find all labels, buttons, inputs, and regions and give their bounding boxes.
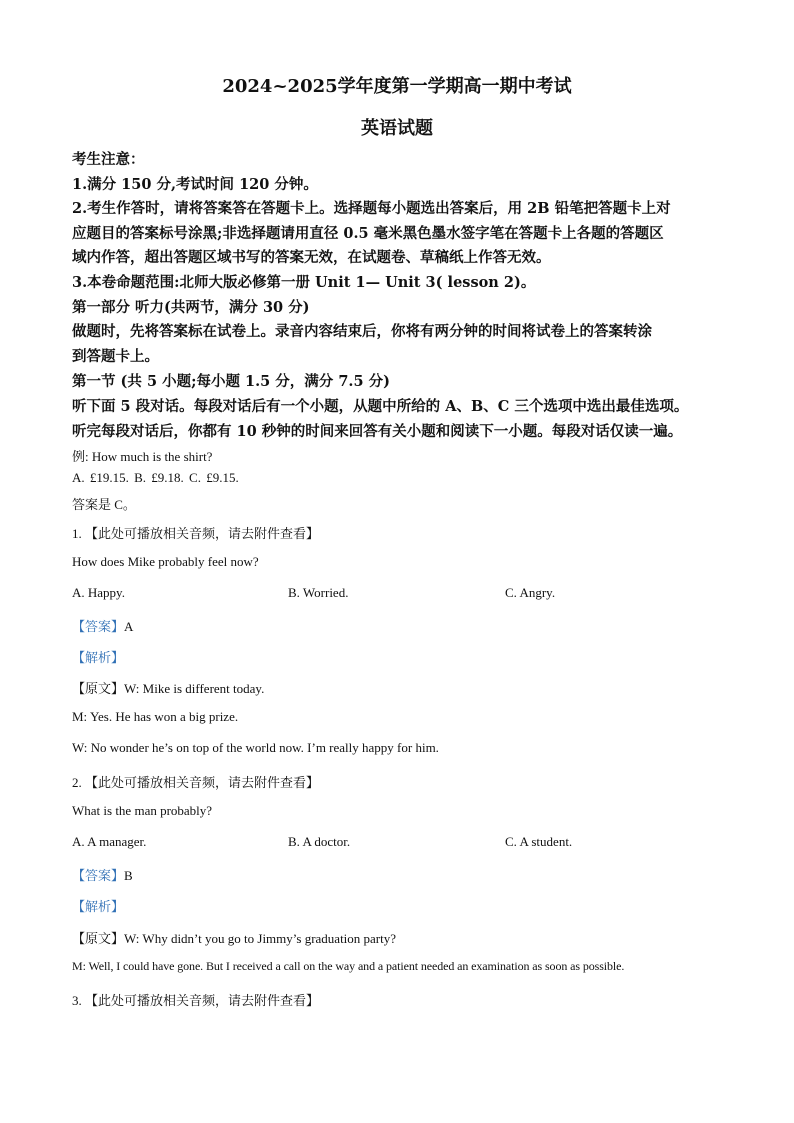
exam-title: 2024~2025学年度第一学期高一期中考试 [222, 76, 572, 97]
q2-option-a: A. A manager. [72, 834, 147, 849]
exam-subject: 英语试题 [361, 118, 433, 139]
notice-item-2-line-2: 应题目的答案标号涂黑;非选择题请用直径 0.5 毫米黑色墨水签字笔在答题卡上各题的答题区 [72, 225, 664, 242]
example-answer: 答案是 C。 [72, 497, 136, 512]
notice-item-1: 1.满分 150 分,考试时间 120 分钟。 [72, 176, 318, 193]
answer-tag: 【答案】 [72, 619, 125, 634]
q2-option-c: C. A student. [505, 834, 573, 849]
part1-heading: 第一部分 听力(共两节，满分 30 分) [72, 299, 310, 316]
notice-item-3: 3.本卷命题范围:北师大版必修第一册 Unit 1— Unit 3( lesson 2)。 [72, 274, 536, 291]
q2-option-b: B. A doctor. [288, 834, 351, 849]
q1-script-text-1: W: Mike is different today. [124, 681, 265, 696]
q2-script-line-2: M: Well, I could have gone. But I received a call on the way and a patient needed an examination as soon as possible. [72, 959, 625, 973]
q2-script-line-1 [72, 928, 396, 947]
example-options: A. £19.15. B. £9.18. C. £9.15. [72, 470, 239, 485]
q2-answer-value: B [124, 868, 133, 883]
q2-answer-row [72, 865, 133, 884]
notice-heading: 考生注意： [72, 151, 145, 168]
q2-analysis-tag: 【解析】 [72, 899, 125, 914]
section1-instruction-line-1: 听下面 5 段对话。每段对话后有一个小题，从题中所给的 A、B、C 三个选项中选出最佳选项。 [72, 398, 689, 415]
q1-script-line-2: M: Yes. He has won a big prize. [72, 709, 239, 724]
q1-stem: How does Mike probably feel now? [72, 554, 259, 569]
section1-instruction-line-2: 听完每段对话后，你都有 10 秒钟的时间来回答有关小题和阅读下一小题。每段对话仅读一遍。 [72, 423, 683, 440]
answer-tag: 【答案】 [72, 868, 125, 883]
q1-answer-value: A [124, 619, 134, 634]
q1-audio-note: 1. 【此处可播放相关音频，请去附件查看】 [72, 526, 320, 541]
script-tag: 【原文】 [72, 931, 125, 946]
q2-audio-note: 2. 【此处可播放相关音频，请去附件查看】 [72, 775, 320, 790]
section1-heading: 第一节 (共 5 小题;每小题 1.5 分，满分 7.5 分) [72, 373, 390, 390]
notice-item-2-line-3: 域内作答，超出答题区域书写的答案无效，在试题卷、草稿纸上作答无效。 [72, 249, 551, 266]
q2-stem: What is the man probably? [72, 803, 213, 818]
q3-audio-note: 3. 【此处可播放相关音频，请去附件查看】 [72, 993, 320, 1008]
part1-instruction-line-2: 到答题卡上。 [72, 348, 159, 365]
q2-script-text-1: W: Why didn’t you go to Jimmy’s graduation party? [124, 931, 397, 946]
example-question: 例: How much is the shirt? [72, 449, 213, 464]
notice-item-2-line-1: 2.考生作答时，请将答案答在答题卡上。选择题每小题选出答案后，用 2B 铅笔把答题卡上对 [72, 200, 671, 217]
q1-script-line-1 [72, 678, 264, 697]
q1-answer-row [72, 616, 133, 635]
script-tag: 【原文】 [72, 681, 125, 696]
q1-option-c: C. Angry. [505, 585, 556, 600]
part1-instruction-line-1: 做题时，先将答案标在试卷上。录音内容结束后，你将有两分钟的时间将试卷上的答案转涂 [72, 323, 652, 340]
q1-analysis-tag: 【解析】 [72, 650, 125, 665]
q1-option-b: B. Worried. [288, 585, 349, 600]
q1-option-a: A. Happy. [72, 585, 125, 600]
q1-script-line-3: W: No wonder he’s on top of the world now. I’m really happy for him. [72, 740, 439, 755]
